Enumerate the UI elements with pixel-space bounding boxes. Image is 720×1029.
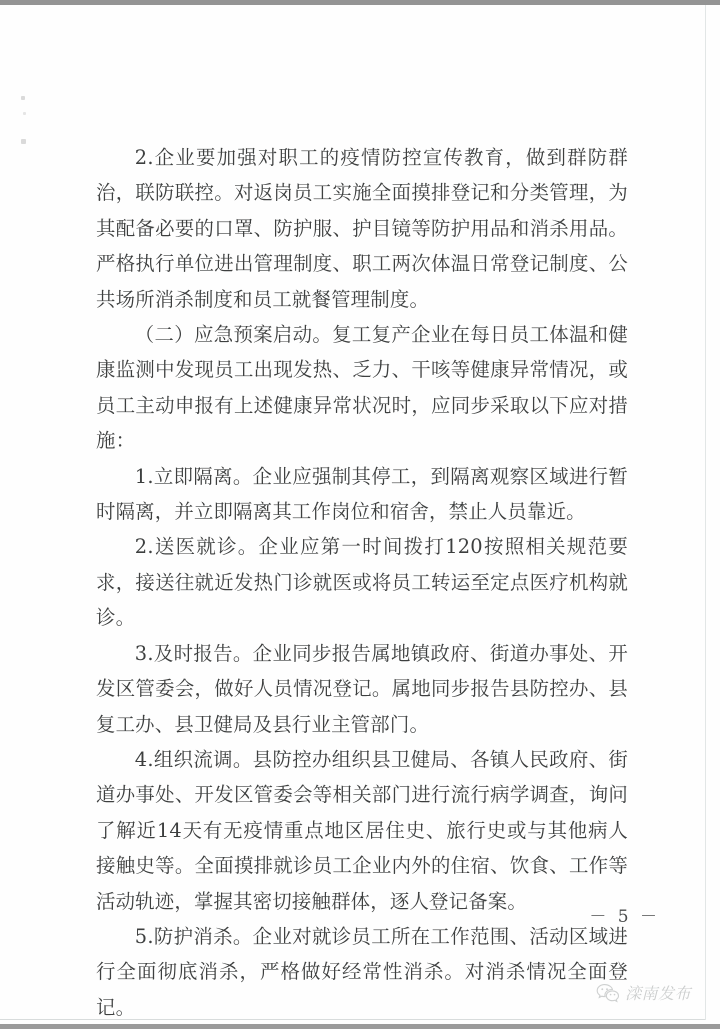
- wechat-account-watermark: [596, 981, 691, 1004]
- paragraph-immediate-isolation: 1.立即隔离。企业应强制其停工，到隔离观察区域进行暂时隔离，并立即隔离其工作岗位和宿舍，禁止人员靠近。: [96, 464, 628, 524]
- paragraph-disinfection: 5.防护消杀。企业对就诊员工所在工作范围、活动区域进行全面彻底消杀，严格做好经常性消杀。对消杀情况全面登记。: [96, 924, 628, 1019]
- document-text-body: [96, 140, 628, 1025]
- page-number: － 5 －: [589, 907, 660, 927]
- page-bottom-edge: [0, 1019, 705, 1020]
- paragraph-timely-report: 3.及时报告。企业同步报告属地镇政府、街道办事处、开发区管委会，做好人员情况登记。属地同步报告县防控办、县复工办、县卫健局及县行业主管部门。: [96, 641, 628, 736]
- viewer-top-bar: [0, 0, 720, 5]
- scan-artifact-speckle: [21, 139, 26, 144]
- paragraph-publicity-education: 2.企业要加强对职工的疫情防控宣传教育，做到群防群治，联防联控。对返岗员工实施全面摸排登记和分类管理，为其配备必要的口罩、防护服、护目镜等防护用品和消杀用品。严格执行单位进出管理制度、职工两次体温日常登记制度、公共场所消杀制度和员工就餐管理制度。: [96, 146, 628, 311]
- paragraph-epidemiological-survey: 4.组织流调。县防控办组织县卫健局、各镇人民政府、街道办事处、开发区管委会等相关部门进行流行病学调查，询问了解近14天有无疫情重点地区居住史、旅行史或与其他病人接触史等。全面摸排就诊员工企业内外的住宿、饮食、工作等活动轨迹，掌握其密切接触群体，逐人登记备案。: [96, 747, 628, 913]
- paragraph-emergency-plan-heading: （二）应急预案启动。复工复产企业在每日员工体温和健康监测中发现员工出现发热、乏力、干咳等健康异常情况，或员工主动申报有上述健康异常状况时，应同步采取以下应对措施：: [96, 323, 628, 453]
- paragraph-medical-treatment: 2.送医就诊。企业应第一时间拨打120按照相关规范要求，接送往就近发热门诊就医或将员工转运至定点医疗机构就诊。: [96, 535, 628, 630]
- scan-artifact-speckle: [23, 112, 26, 115]
- viewer-bottom-bar: [0, 1024, 720, 1029]
- scan-artifact-speckle: [21, 96, 25, 100]
- watermark-label: 滦南发布: [625, 984, 692, 1003]
- wechat-icon: [596, 983, 620, 1003]
- page-right-edge: [705, 5, 706, 1020]
